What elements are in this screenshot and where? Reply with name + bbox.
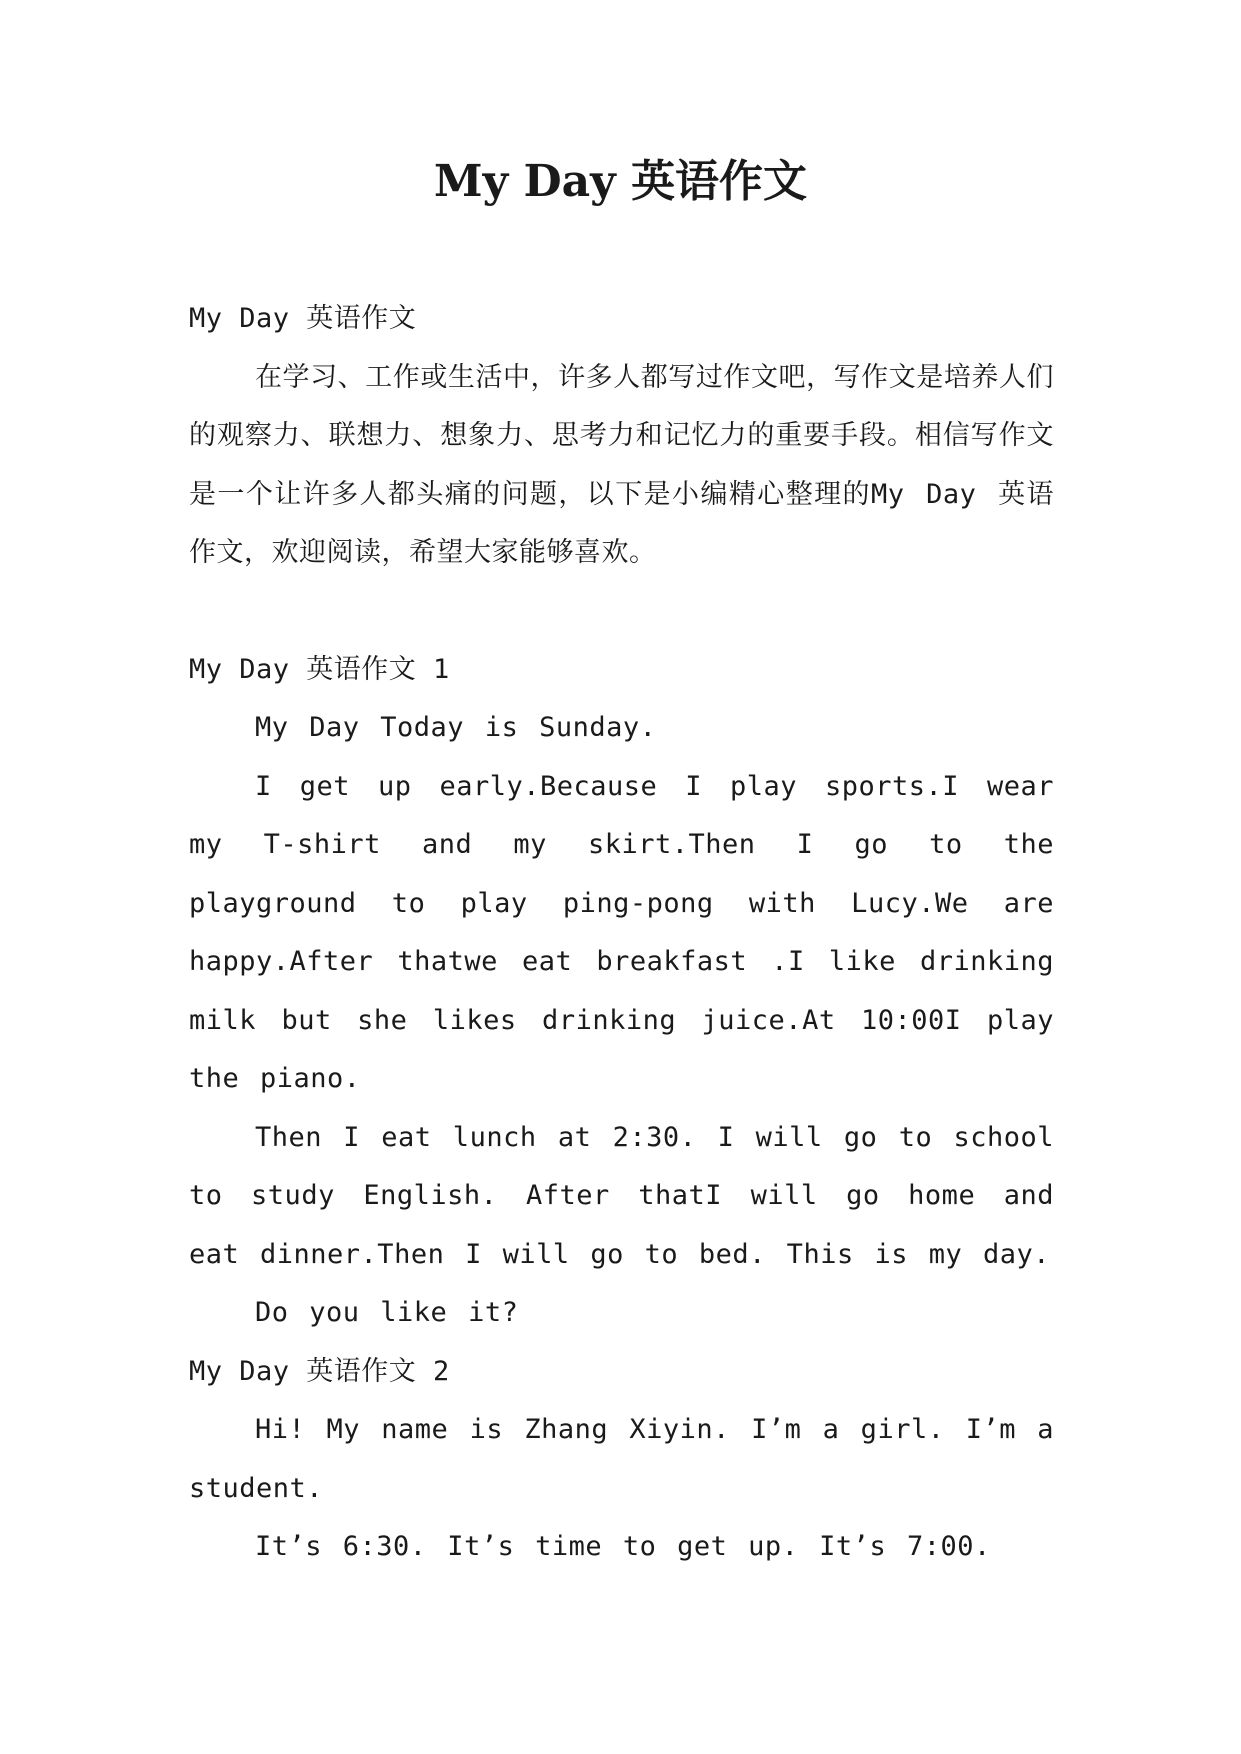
- essay-1-paragraph: Do you like it?: [255, 1297, 519, 1328]
- essay-1-paragraph: Then I eat lunch at 2:30. I will go to school to study English. After thatI will go home and eat dinner.Then I will go to bed. This is my day.: [189, 1121, 1054, 1270]
- section-spacer: [189, 583, 1054, 641]
- essay-2-paragraph: Hi! My name is Zhang Xiyin. I’m a girl. I’m a student.: [189, 1414, 1054, 1504]
- intro-paragraph: 在学习、工作或生活中，许多人都写过作文吧，写作文是培养人们的观察力、联想力、想象力、思考力和记忆力的重要手段。相信写作文是一个让许多人都头痛的问题，以下是小编精心整理的My Day 英语作文，欢迎阅读，希望大家能够喜欢。: [189, 361, 1054, 568]
- essay-2-paragraph: It’s 6:30. It’s time to get up. It’s 7:00.: [255, 1531, 991, 1562]
- essay-1-paragraph: I get up early.Because I play sports.I wear my T-shirt and my skirt.Then I go to the playground to play ping-pong with Lucy.We are happy.After thatwe eat breakfast .I like drinking milk but she likes drinking juice.At 10:00I play the piano.: [189, 770, 1054, 1094]
- essay-1-paragraph: My Day Today is Sunday.: [255, 712, 657, 743]
- document-body: [189, 290, 1054, 1577]
- intro-heading: My Day 英语作文: [189, 303, 417, 334]
- essay-1-heading: My Day 英语作文 1: [189, 653, 450, 685]
- essay-2-heading: My Day 英语作文 2: [189, 1355, 450, 1387]
- document-title: My Day 英语作文: [433, 156, 808, 207]
